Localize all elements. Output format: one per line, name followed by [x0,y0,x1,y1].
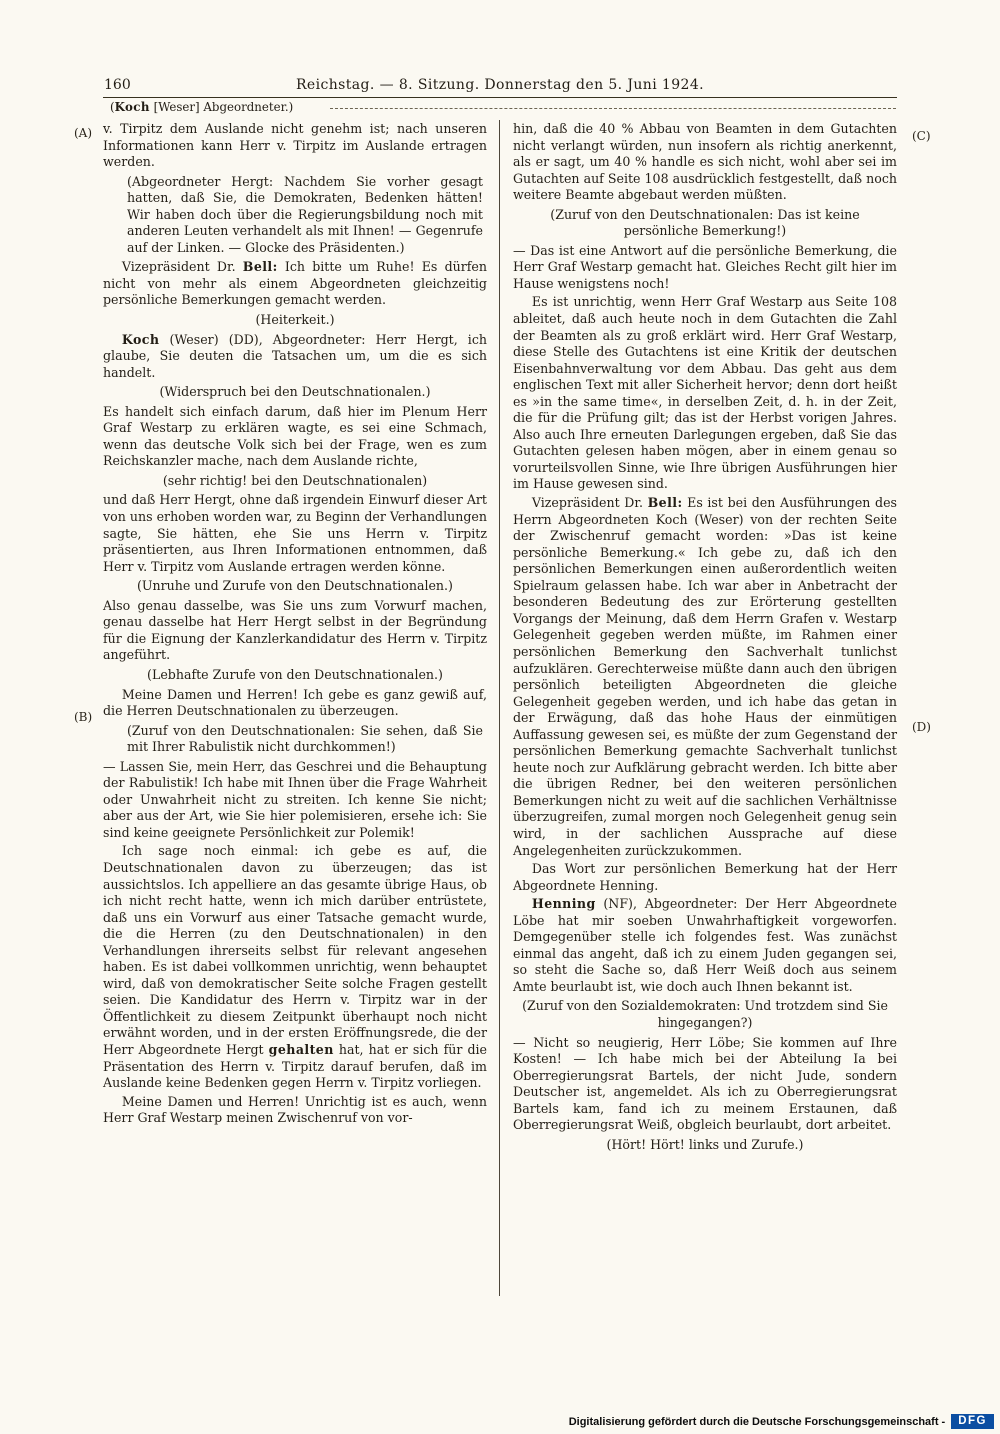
paragraph [103,723,487,756]
paragraph [103,384,487,401]
margin-marker-a: (A) [74,126,93,140]
text-segment: und daß Herr Hergt, ohne daß irgendein Einwurf dieser Art von uns erhoben worden war, zu Beginn der Verhandlungen sagte, Sie hätten, ehe Sie uns Herrn v. Tirpitz präsentierten, aus Ihren Informationen entnommen, daß Herr v. Tirpitz vom Auslande ertragen werden könne. [103,492,487,574]
text-segment: [Weser] Abgeordneter.) [149,100,294,114]
text-segment: (sehr richtig! bei den Deutschnationalen) [162,472,428,488]
paragraph [513,121,897,204]
digitization-footer [569,1414,994,1429]
text-segment: Ich sage noch einmal: ich gebe es auf, die Deutschnationalen davon zu überzeugen; das ist aussichtslos. Ich appelliere an das gesamte übrige Haus, ob ich nicht recht hatte, wenn ich mich darüber entrüstete, daß uns ein Vorwurf aus einer Tatsache gemacht wurde, die die Herren (zu den Deutschnationalen) in den Verhandlungen ihrerseits selbst für relevant angesehen haben. Es ist dabei vollkommen unrichtig, wenn behauptet wird, daß von demokratischer Seite solche Fragen gestellt seien. Die Kandidatur des Herrn v. Tirpitz war in der Öffentlichkeit zu diesem Zeitpunkt überhaupt noch nicht erwähnt worden, und in der ersten Eröffnungsrede, die der Herr Abgeordnete Hergt [103,843,487,1057]
text-segment: Also genau dasselbe, was Sie uns zum Vorwurf machen, genau dasselbe hat Herr Hergt selbst in der Begründung für die Eignung der Kanzlerkandidatur des Herrn v. Tirpitz angeführt. [103,597,487,663]
text-segment: hat, hat er sich für die Präsentation des Herrn v. Tirpitz darauf berufen, daß im Auslande keine Bedenken gegen Herrn v. Tirpitz vorliegen. [103,1041,487,1091]
text-segment: ( [110,100,115,114]
text-segment: (Unruhe und Zurufe von den Deutschnationalen.) [137,578,453,594]
left-column [103,121,487,1156]
text-segment: Meine Damen und Herren! Unrichtig ist es auch, wenn Herr Graf Westarp meinen Zwischenruf von vor- [103,1093,487,1126]
text-segment: Ich bitte um Ruhe! Es dürfen nicht von mehr als einem Abgeordneten gleichzeitig persönliche Bemerkungen gemacht werden. [103,259,487,308]
paragraph [103,473,487,490]
text-segment: (NF), Abgeordneter: Der Herr Abgeordnete Löbe hat mir soeben Unwahrhaftigkeit vorgeworfen. Demgegenüber stelle ich folgendes fest. Was zunächst einmal das angeht, daß ich zu einem Juden gegangen sei, so steht die Sache so, daß Herr Weiß doch aus seinem Amte beurlaubt ist, wie doch auch Ihnen bekannt ist. [513,896,897,994]
paragraph [103,492,487,575]
paragraph [513,896,897,995]
paragraph [103,667,487,684]
text-segment: (Hört! Hört! links und Zurufe.) [606,1136,804,1152]
paragraph [103,121,487,171]
continuation-note [110,100,430,114]
margin-marker-c: (C) [912,129,931,143]
text-segment: — Nicht so neugierig, Herr Löbe; Sie kommen auf Ihre Kosten! — Ich habe mich bei der Abteilung Ia bei Oberregierungsrat Bartels, der nicht Jude, sondern Deutscher ist, angemeldet. Als ich zu Oberregierungsrat Bartels kam, fand ich zu meinem Erstaunen, daß Oberregierungsrat Weiß, obgleich beurlaubt, dort arbeitet. [513,1034,897,1133]
page-header-title: Reichstag. — 8. Sitzung. Donnerstag den 5. Juni 1924. [295,77,704,93]
paragraph [103,843,487,1091]
paragraph [513,998,897,1031]
paragraph [103,404,487,470]
right-column [513,121,897,1156]
text-segment: hin, daß die 40 % Abbau von Beamten in dem Gutachten nicht verlangt würden, nun insofern als richtig anerkennt, als er sagt, um 40 % handle es sich nicht, wohl aber sei im Gutachten auf Seite 108 ausdrücklich festgestellt, daß noch weitere Beamte abgebaut werden müßten. [513,121,897,203]
text-segment: (Widerspruch bei den Deutschnationalen.) [159,384,431,400]
text-segment: Es ist bei den Ausführungen des Herrn Abgeordneten Koch (Weser) von der rechten Seite der Zwischenruf gemacht worden: »Das ist keine persönliche Bemerkung.« Ich gebe zu, daß ich den persönlichen Bemerkungen einen außerordentlich weiten Spielraum gelassen habe. Ich war aber in Anbetracht der besonderen Bedeutung des zur Erörterung gestellten Vorgangs der Meinung, daß dem Herrn Grafen v. Westarp Gelegenheit gegeben werden müßte, im Rahmen einer persönlichen Bemerkung den Sachverhalt tunlichst aufzuklären. Gerechterweise müßte dann auch den übrigen persönlich beteiligten Abgeordneten die gleiche Gelegenheit gegeben werden, und ich habe das getan in der Erwägung, daß das hohe Haus der einmütigen Auffassung gewesen sei, es müßte der zum Gegenstand der persönlichen Bemerkung gemachte Sachverhalt tunlichst heute noch zur Aufklärung gebracht werden. Ich bitte aber die übrigen Redner, bei den weiteren persönlichen Bemerkungen nicht zu weit auf die sachlichen Verhältnisse überzugreifen, zumal morgen noch Gelegenheit genug sein wird, in der sachlichen Aussprache auf diese Angelegenheiten zurückzukommen. [513,495,897,858]
text-segment: Es handelt sich einfach darum, daß hier im Plenum Herr Graf Westarp zu erklären wagte, es sei eine Schmach, wenn das deutsche Volk sich bei der Frage, wen es zum Reichskanzler mache, nach dem Auslande richte, [103,403,487,469]
paragraph [513,1137,897,1154]
text-segment: — Lassen Sie, mein Herr, das Geschrei und die Behauptung der Rabulistik! Ich habe mit Ihnen über die Frage Wahrheit oder Unwahrheit nicht zu streiten. Ich kenne Sie nicht; aber aus der Art, wie Sie hier polemisieren, ersehe ich: Sie sind keine geeignete Persönlichkeit zur Polemik! [103,758,487,840]
paragraph [513,207,897,240]
text-segment: gehalten [268,1041,334,1057]
text-segment: (Zuruf von den Deutschnationalen: Sie sehen, daß Sie mit Ihrer Rabulistik nicht durchkommen!) [127,722,483,755]
text-segment: (Zuruf von den Sozialdemokraten: Und trotzdem sind Sie hingegangen?) [522,998,888,1030]
paragraph [513,1035,897,1134]
paragraph [513,294,897,493]
text-segment: Bell: [242,259,278,275]
text-segment: — Das ist eine Antwort auf die persönliche Bemerkung, die Herr Graf Westarp gemacht hat. Gleiches Recht gilt hier im Hause wenigstens noch! [513,242,897,291]
text-columns [103,121,897,1156]
footer-credit-text: Digitalisierung gefördert durch die Deutsche Forschungsgemeinschaft - [568,1415,946,1428]
text-segment: Meine Damen und Herren! Ich gebe es ganz gewiß auf, die Herren Deutschnationalen zu überzeugen. [103,686,487,719]
text-segment: (Lebhafte Zurufe von den Deutschnationalen.) [147,666,443,682]
paragraph [103,598,487,664]
margin-marker-b: (B) [74,710,93,724]
paragraph [103,259,487,309]
paragraph [513,495,897,859]
text-segment: Koch [114,100,150,114]
paragraph [103,759,487,842]
text-segment: (Weser) (DD), Abgeordneter: Herr Hergt, ich glaube, Sie deuten die Tatsachen um, um die es sich handelt. [103,331,487,380]
paragraph [103,332,487,382]
paragraph [513,861,897,894]
text-segment: (Zuruf von den Deutschnationalen: Das ist keine persönliche Bemerkung!) [550,206,860,239]
paragraph [103,578,487,595]
text-segment: Henning [531,896,596,912]
paragraph [103,1094,487,1127]
dashed-rule [330,108,896,109]
page-number: 160 [104,77,131,93]
header-rule [103,97,897,98]
text-segment: v. Tirpitz dem Auslande nicht genehm ist; nach unseren Informationen kann Herr v. Tirpitz im Auslande ertragen werden. [103,121,487,170]
paragraph [513,243,897,293]
margin-marker-d: (D) [912,720,931,734]
text-segment: Vizepräsident Dr. [121,259,243,275]
text-segment: Es ist unrichtig, wenn Herr Graf Westarp aus Seite 108 ableitet, daß auch heute noch in dem Gutachten die Zahl der Beamten als zu groß erklärt wird. Herr Graf Westarp, diese Stelle des Gutachtens ist eine Kritik der deutschen Eisenbahnverwaltung vor dem Abbau. Das geht aus dem englischen Text mit aller Sicherheit hervor; denn dort heißt es »in the same time«, in derselben Zeit, d. h. in der Zeit, die für die Prüfung gilt; das ist der Herbst vorigen Jahres. Also auch Ihre erneuten Darlegungen ergeben, daß Sie das Gutachten gelesen haben mögen, aber in einem genau so vorurteilsvollen Sinne, wie Ihre übrigen Ausführungen hier im Hause gewesen sind. [513,294,897,492]
paragraph [103,174,487,257]
text-segment: (Abgeordneter Hergt: Nachdem Sie vorher gesagt hatten, daß Sie, die Demokraten, Bedenken hätten! Wir haben doch über die Regierungsbildung noch mit anderen Leuten verhandelt als mit Ihnen! — Gegenrufe auf der Linken. — Glocke des Präsidenten.) [127,173,483,255]
paragraph [103,687,487,720]
text-segment: Das Wort zur persönlichen Bemerkung hat der Herr Abgeordnete Henning. [513,861,897,893]
paragraph [103,312,487,329]
text-segment: Bell: [647,495,683,511]
text-segment: Vizepräsident Dr. [531,495,648,511]
dfg-logo: DFG [951,1414,994,1429]
paragraph [110,100,430,114]
text-segment: (Heiterkeit.) [255,312,335,328]
text-segment: Koch [121,331,160,347]
